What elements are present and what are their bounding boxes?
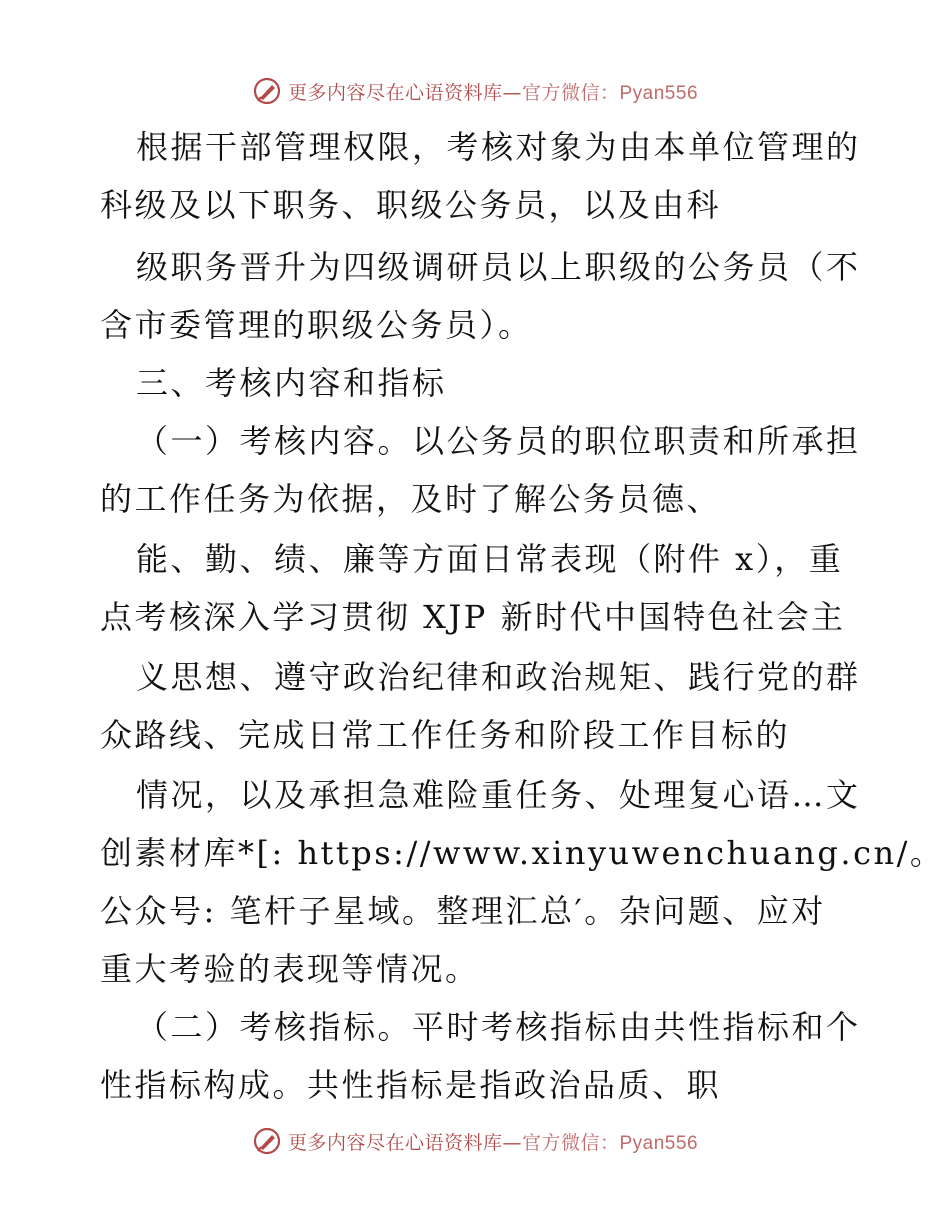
- watermark-text: [288, 78, 698, 105]
- watermark-sub: 官方微信：Pyan556: [522, 82, 699, 104]
- body-line: 创素材库*[: https://www.xinyuwenchuang.cn/。: [100, 834, 945, 872]
- body-line: 众路线、完成日常工作任务和阶段工作目标的: [100, 716, 791, 754]
- quill-pen-logo-icon: [252, 76, 282, 106]
- body-line: 义思想、遵守政治纪律和政治规矩、践行党的群: [136, 658, 861, 696]
- body-line: 级职务晋升为四级调研员以上职级的公务员（不: [136, 248, 861, 286]
- body-line: 能、勤、绩、廉等方面日常表现（附件 x），重: [136, 540, 844, 578]
- watermark-sub: 官方微信：Pyan556: [522, 1132, 699, 1154]
- footer-watermark: [0, 1124, 950, 1158]
- watermark-main: 更多内容尽在心语资料库—: [287, 81, 522, 104]
- watermark-main: 更多内容尽在心语资料库—: [287, 1131, 522, 1154]
- body-line: 公众号: 笔杆子星域。整理汇总′。杂问题、应对: [100, 892, 826, 930]
- body-line: （二）考核指标。平时考核指标由共性指标和个: [136, 1008, 861, 1046]
- body-line: 的工作任务为依据，及时了解公务员德、: [100, 480, 722, 518]
- body-line: （一）考核内容。以公务员的职位职责和所承担: [136, 422, 861, 460]
- body-line: 点考核深入学习贯彻 XJP 新时代中国特色社会主: [100, 598, 846, 636]
- watermark-text: [288, 1128, 698, 1155]
- body-line: 重大考验的表现等情况。: [100, 950, 480, 988]
- header-watermark: [0, 74, 950, 108]
- body-line: 情况，以及承担急难险重任务、处理复心语…文: [136, 776, 861, 814]
- quill-pen-logo-icon: [252, 1126, 282, 1156]
- body-line: 科级及以下职务、职级公务员，以及由科: [100, 186, 722, 224]
- body-line: 根据干部管理权限，考核对象为由本单位管理的: [136, 128, 861, 166]
- section-heading: 三、考核内容和指标: [136, 364, 447, 402]
- body-line: 含市委管理的职级公务员）。: [100, 306, 533, 344]
- body-line: 性指标构成。共性指标是指政治品质、职: [100, 1066, 722, 1104]
